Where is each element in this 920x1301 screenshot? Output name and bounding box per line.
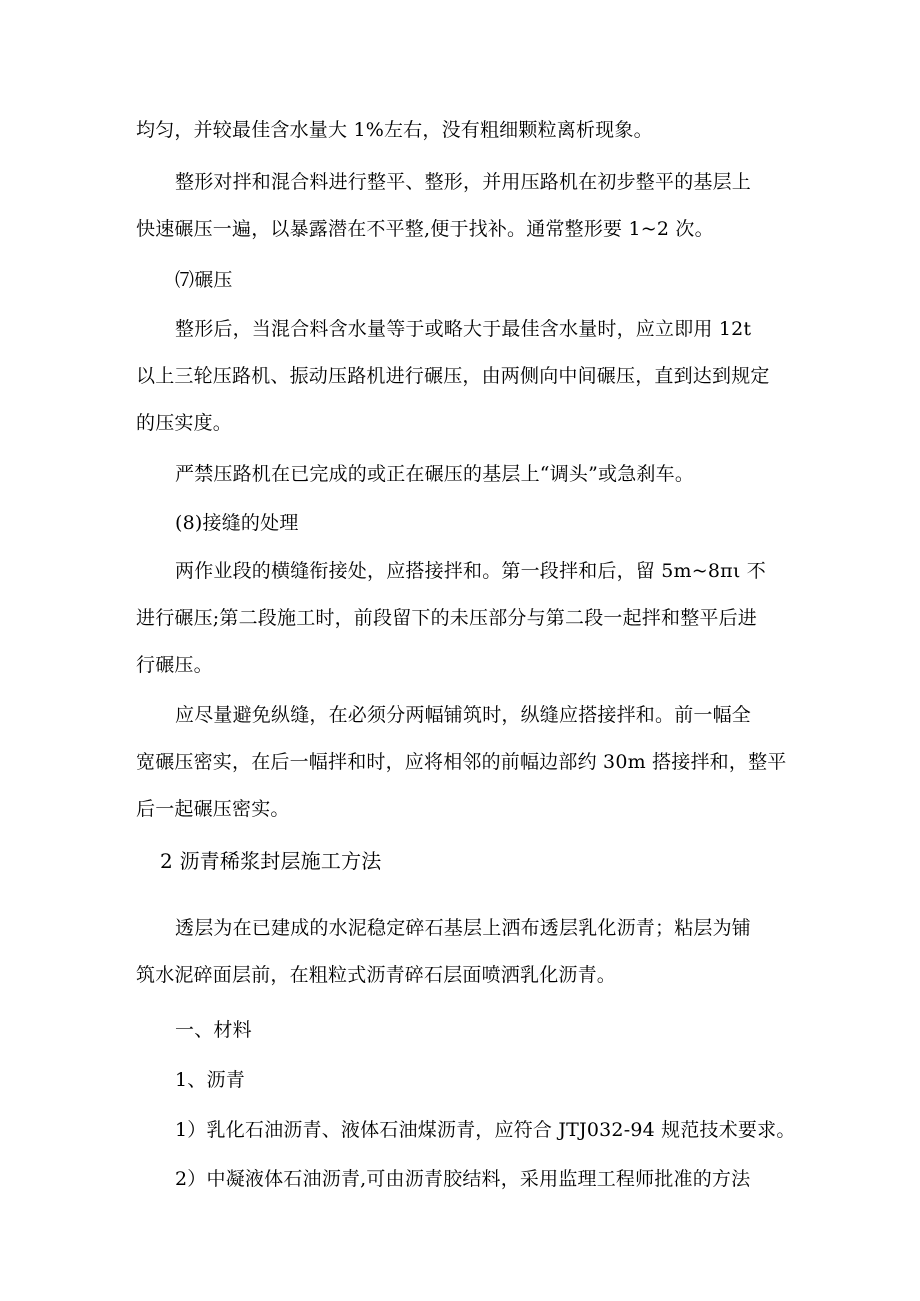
text-line: 整形后，当混合料含水量等于或略大于最佳含水量时，应立即用 12t bbox=[175, 318, 752, 340]
text-line: 行碾压。 bbox=[136, 654, 213, 676]
text-line: 1）乳化石油沥青、液体石油煤沥青，应符合 JTJ032-94 规范技术要求。 bbox=[175, 1119, 796, 1141]
text-line: 均匀，并较最佳含水量大 1%左右，没有粗细颗粒离析现象。 bbox=[136, 119, 653, 141]
text-line: 以上三轮压路机、振动压路机进行碾压，由两侧向中间碾压，直到达到规定 bbox=[136, 365, 770, 387]
section-heading: 1、沥青 bbox=[175, 1069, 245, 1091]
text-line: 的压实度。 bbox=[136, 412, 233, 434]
section-title: 2 沥青稀浆封层施工方法 bbox=[160, 849, 382, 873]
section-heading: ⑺碾压 bbox=[175, 269, 233, 291]
section-heading: (8)接缝的处理 bbox=[175, 512, 299, 534]
text-line: 后一起碾压密实。 bbox=[136, 798, 290, 820]
text-line: 宽碾压密实，在后一幅拌和时，应将相邻的前幅边部约 30m 搭接拌和，整平 bbox=[136, 751, 787, 773]
text-line: 两作业段的横缝衔接处，应搭接拌和。第一段拌和后，留 5m~8πι 不 bbox=[175, 560, 766, 582]
text-line: 筑水泥碎面层前，在粗粒式沥青碎石层面喷洒乳化沥青。 bbox=[136, 964, 617, 986]
text-line: 2）中凝液体石油沥青,可由沥青胶结料，采用监理工程师批准的方法 bbox=[175, 1168, 751, 1190]
text-line: 整形对拌和混合料进行整平、整形，并用压路机在初步整平的基层上 bbox=[175, 171, 752, 193]
section-heading: 一、材料 bbox=[175, 1019, 252, 1041]
text-line: 应尽量避免纵缝，在必须分两幅铺筑时，纵缝应搭接拌和。前一幅全 bbox=[175, 704, 752, 726]
text-line: 严禁压路机在已完成的或正在碾压的基层上“调头”或急刹车。 bbox=[175, 463, 695, 485]
text-line: 快速碾压一遍，以暴露潜在不平整,便于找补。通常整形要 1~2 次。 bbox=[136, 218, 714, 240]
text-line: 进行碾压;第二段施工时，前段留下的未压部分与第二段一起拌和整平后进 bbox=[136, 607, 758, 629]
text-line: 透层为在已建成的水泥稳定碎石基层上洒布透层乳化沥青；粘层为铺 bbox=[175, 917, 752, 939]
